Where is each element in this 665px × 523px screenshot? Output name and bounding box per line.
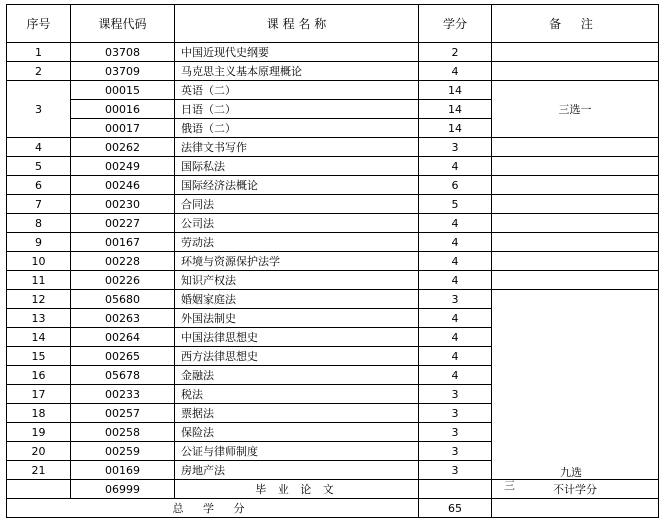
row-no: 2 — [7, 62, 71, 81]
row-code: 00015 — [71, 81, 175, 100]
row-no: 3 — [7, 81, 71, 138]
row-credit: 6 — [419, 176, 492, 195]
row-note — [492, 157, 659, 176]
row-credit: 3 — [419, 423, 492, 442]
row-name: 毕 业 论 文 — [175, 480, 419, 499]
header-note: 备 注 — [492, 5, 659, 43]
row-name: 公司法 — [175, 214, 419, 233]
row-credit: 4 — [419, 62, 492, 81]
table-row — [7, 176, 659, 195]
row-code: 00264 — [71, 328, 175, 347]
row-credit: 5 — [419, 195, 492, 214]
note-choose-one-of-three: 三选一 — [492, 81, 659, 138]
course-plan-table — [6, 4, 659, 518]
row-credit: 3 — [419, 404, 492, 423]
row-name: 保险法 — [175, 423, 419, 442]
row-credit: 4 — [419, 366, 492, 385]
row-credit: 14 — [419, 81, 492, 100]
row-no: 20 — [7, 442, 71, 461]
header-credit: 学分 — [419, 5, 492, 43]
row-code: 00263 — [71, 309, 175, 328]
row-code: 00259 — [71, 442, 175, 461]
row-name: 票据法 — [175, 404, 419, 423]
row-credit: 2 — [419, 43, 492, 62]
row-no: 12 — [7, 290, 71, 309]
row-credit: 4 — [419, 328, 492, 347]
row-name: 法律文书写作 — [175, 138, 419, 157]
note-no-credit: 不计学分 — [492, 480, 659, 499]
row-name: 金融法 — [175, 366, 419, 385]
row-note — [492, 233, 659, 252]
row-name: 俄语（二） — [175, 119, 419, 138]
row-credit: 14 — [419, 119, 492, 138]
row-code: 00169 — [71, 461, 175, 480]
row-no: 17 — [7, 385, 71, 404]
row-credit: 3 — [419, 385, 492, 404]
row-note — [492, 214, 659, 233]
row-no: 10 — [7, 252, 71, 271]
row-no: 1 — [7, 43, 71, 62]
row-credit — [419, 480, 492, 499]
row-no: 18 — [7, 404, 71, 423]
row-no: 11 — [7, 271, 71, 290]
row-name: 公证与律师制度 — [175, 442, 419, 461]
row-name: 西方法律思想史 — [175, 347, 419, 366]
row-code: 00262 — [71, 138, 175, 157]
row-credit: 3 — [419, 290, 492, 309]
row-note — [492, 195, 659, 214]
row-code: 00257 — [71, 404, 175, 423]
total-value: 65 — [419, 499, 492, 518]
row-no: 16 — [7, 366, 71, 385]
row-no: 21 — [7, 461, 71, 480]
row-code: 00265 — [71, 347, 175, 366]
row-note — [492, 176, 659, 195]
row-credit: 3 — [419, 138, 492, 157]
row-no: 15 — [7, 347, 71, 366]
header-no: 序号 — [7, 5, 71, 43]
note-three-text: 三 — [504, 479, 515, 492]
row-note — [492, 271, 659, 290]
row-code: 05680 — [71, 290, 175, 309]
row-credit: 4 — [419, 157, 492, 176]
row-code: 00230 — [71, 195, 175, 214]
row-no: 5 — [7, 157, 71, 176]
row-credit: 4 — [419, 309, 492, 328]
row-no: 8 — [7, 214, 71, 233]
header-name: 课 程 名 称 — [175, 5, 419, 43]
row-code: 06999 — [71, 480, 175, 499]
row-code: 00226 — [71, 271, 175, 290]
row-name: 合同法 — [175, 195, 419, 214]
row-credit: 3 — [419, 461, 492, 480]
row-name: 国际经济法概论 — [175, 176, 419, 195]
row-credit: 4 — [419, 347, 492, 366]
table-row — [7, 195, 659, 214]
table-row — [7, 252, 659, 271]
row-code: 00017 — [71, 119, 175, 138]
row-no: 9 — [7, 233, 71, 252]
row-no: 7 — [7, 195, 71, 214]
row-name: 马克思主义基本原理概论 — [175, 62, 419, 81]
row-name: 外国法制史 — [175, 309, 419, 328]
row-code: 00227 — [71, 214, 175, 233]
total-row — [7, 499, 659, 518]
row-code: 00228 — [71, 252, 175, 271]
row-no: 13 — [7, 309, 71, 328]
row-code: 00016 — [71, 100, 175, 119]
table-row — [7, 157, 659, 176]
row-code: 00246 — [71, 176, 175, 195]
row-name: 税法 — [175, 385, 419, 404]
table-row — [7, 81, 659, 100]
row-name: 中国近现代史纲要 — [175, 43, 419, 62]
row-note — [492, 138, 659, 157]
row-code: 00249 — [71, 157, 175, 176]
row-credit: 4 — [419, 252, 492, 271]
table-header-row — [7, 5, 659, 43]
table-row — [7, 43, 659, 62]
row-credit: 14 — [419, 100, 492, 119]
row-credit: 4 — [419, 214, 492, 233]
row-no: 19 — [7, 423, 71, 442]
row-name: 知识产权法 — [175, 271, 419, 290]
row-name: 房地产法 — [175, 461, 419, 480]
row-credit: 3 — [419, 442, 492, 461]
note-nine-text: 九选 — [560, 466, 582, 479]
table-row — [7, 62, 659, 81]
row-name: 环境与资源保护法学 — [175, 252, 419, 271]
table-row — [7, 214, 659, 233]
row-name: 劳动法 — [175, 233, 419, 252]
row-code: 00233 — [71, 385, 175, 404]
total-note — [492, 499, 659, 518]
row-code: 05678 — [71, 366, 175, 385]
row-code: 00258 — [71, 423, 175, 442]
row-name: 中国法律思想史 — [175, 328, 419, 347]
row-name: 国际私法 — [175, 157, 419, 176]
row-name: 婚姻家庭法 — [175, 290, 419, 309]
row-name: 英语（二） — [175, 81, 419, 100]
row-name: 日语（二） — [175, 100, 419, 119]
row-credit: 4 — [419, 271, 492, 290]
total-label: 总 学 分 — [7, 499, 419, 518]
table-row — [7, 233, 659, 252]
row-credit: 4 — [419, 233, 492, 252]
row-note — [492, 252, 659, 271]
table-row — [7, 138, 659, 157]
row-no: 4 — [7, 138, 71, 157]
row-no — [7, 480, 71, 499]
table-row — [7, 290, 659, 309]
row-code: 03709 — [71, 62, 175, 81]
table-row — [7, 271, 659, 290]
row-code: 03708 — [71, 43, 175, 62]
row-code: 00167 — [71, 233, 175, 252]
row-no: 14 — [7, 328, 71, 347]
row-note — [492, 43, 659, 62]
row-no: 6 — [7, 176, 71, 195]
header-code: 课程代码 — [71, 5, 175, 43]
row-note — [492, 62, 659, 81]
thesis-row — [7, 480, 659, 499]
